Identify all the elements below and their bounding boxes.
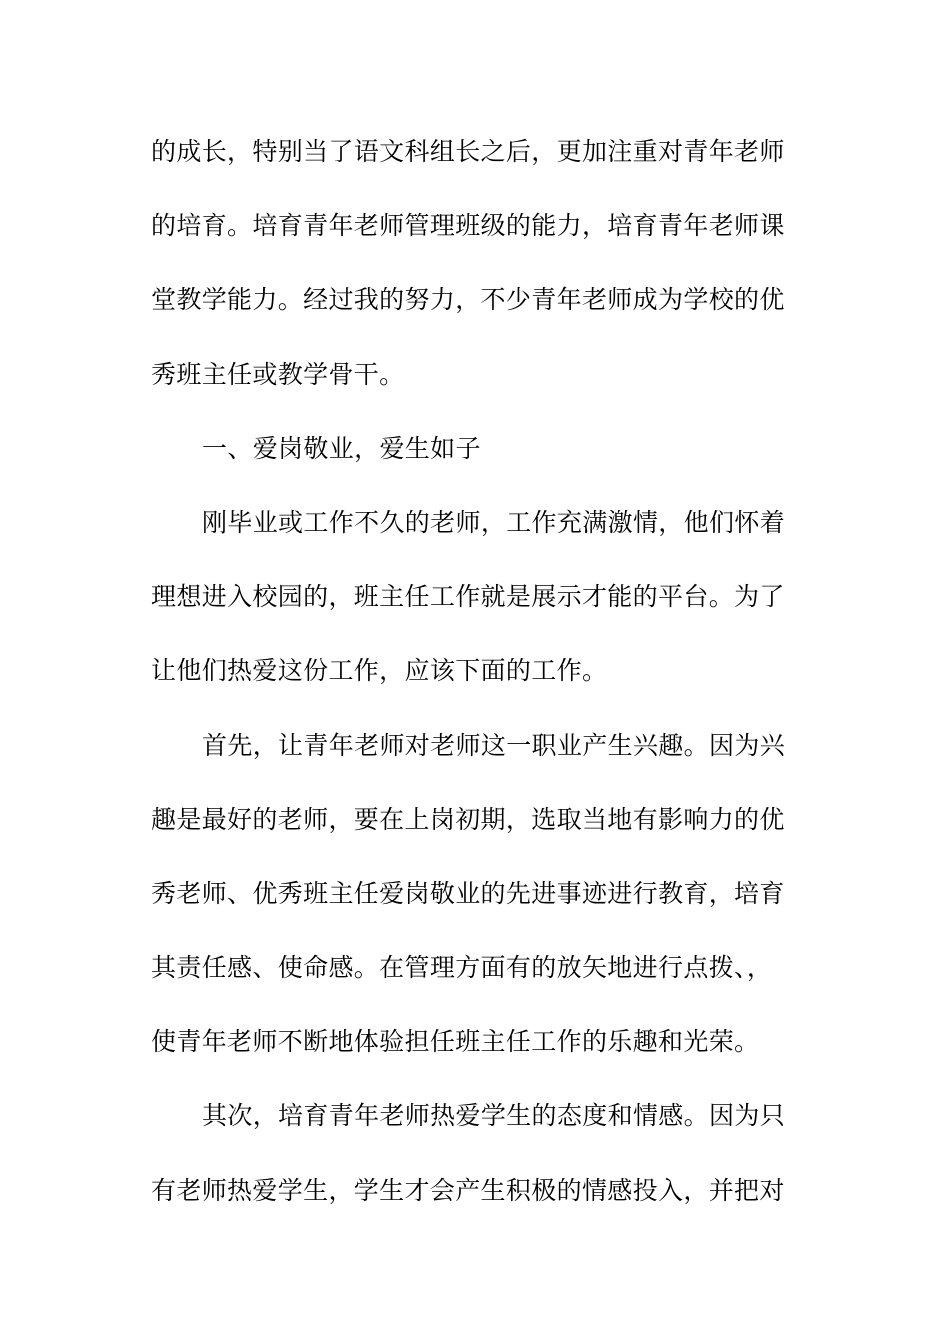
text-line: 趣是最好的老师，要在上岗初期，选取当地有影响力的优 [151,804,785,834]
document-body [151,127,791,1240]
text-line: 刚毕业或工作不久的老师，工作充满激情，他们怀着 [202,507,786,537]
text-line: 其次，培育青年老师热爱学生的态度和情感。因为只 [202,1101,786,1131]
text-line: 理想进入校园的，班主任工作就是展示才能的平台。为了 [151,582,785,612]
text-line: 让他们热爱这份工作，应该下面的工作。 [151,656,608,686]
text-line: 的培育。培育青年老师管理班级的能力，培育青年老师课 [151,211,785,241]
text-line: 秀班主任或教学骨干。 [151,359,405,389]
text-line: 的成长，特别当了语文科组长之后，更加注重对青年老师 [151,137,785,166]
text-line: 使青年老师不断地体验担任班主任工作的乐趣和光荣。 [151,1027,760,1057]
text-line: 堂教学能力。经过我的努力，不少青年老师成为学校的优 [151,285,785,315]
text-line: 首先，让青年老师对老师这一职业产生兴趣。因为兴 [202,730,786,760]
section-heading: 一、爱岗敬业，爱生如子 [202,433,481,463]
text-line: 其责任感、使命感。在管理方面有的放矢地进行点拨、， [151,953,773,983]
text-line: 有老师热爱学生，学生才会产生积极的情感投入，并把对 [151,1175,785,1205]
text-line: 秀老师、优秀班主任爱岗敬业的先进事迹进行教育，培育 [151,878,785,908]
